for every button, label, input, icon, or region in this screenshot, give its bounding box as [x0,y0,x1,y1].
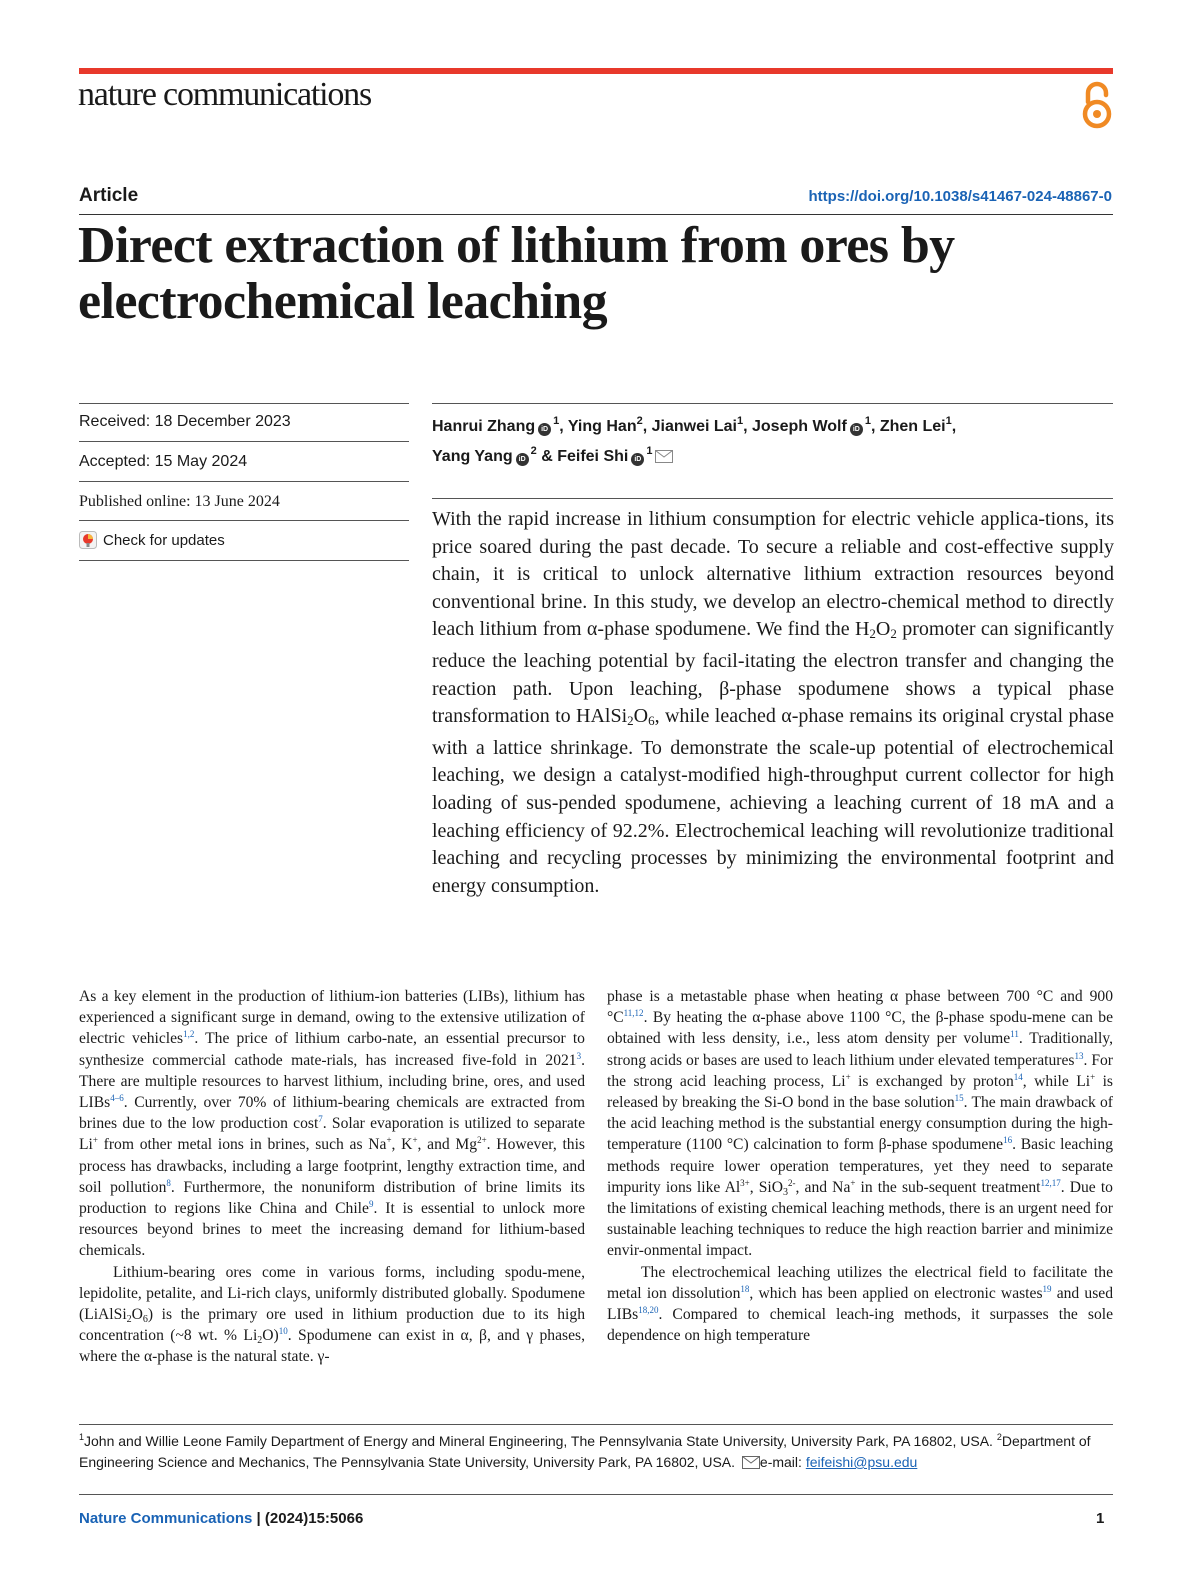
divider [79,441,409,442]
body-text: O [131,1306,143,1324]
body-text: . Currently, over 70% of lithium-bearing chemicals are extracted from brines due to the low production cost [79,1094,585,1133]
body-text: . The main drawback of the acid leaching method is the substantial energy consumption during the high-temperature (1100 °C) calcination to form β-phase spodumene [607,1094,1113,1154]
published-date: Published online: 13 June 2024 [79,493,280,510]
affiliations [79,1431,1119,1473]
superscript: + [850,1177,856,1188]
subscript: 2 [126,1314,132,1326]
citation-ref[interactable]: 7 [318,1114,323,1125]
header-accent-bar [79,68,1113,74]
body-text: . Furthermore, the nonuniform distribution of brine limits its production to regions like China and Chile [79,1178,585,1218]
body-paragraph [607,1262,1113,1347]
body-text: . There are multiple resources to harvest lithium, including brine, ores, and used LIBs [79,1051,585,1112]
citation-ref[interactable]: 8 [166,1177,171,1188]
abstract-text: With the rapid increase in lithium consumption for electric vehicle applica-tions, its price soared during the past decade. To secure a reliable and cost-effective supply chain, it is critical to unlock alternative lithium extraction resources beyond conventional brine. In this study, we develop an electro-chemical method to directly leach lithium from α-phase spodumene. We find the [432,508,1114,641]
affiliation-marker: 2 [530,445,537,457]
body-text: O) [262,1327,279,1345]
body-text: phase is a metastable phase when heating α phase between 700 °C and 900 °C [607,988,1113,1027]
email-label: e-mail: [759,1454,806,1470]
subscript: 6 [142,1314,148,1326]
mail-icon [742,1456,760,1469]
article-type: Article [79,185,139,206]
citation-ref[interactable]: 18 [740,1283,750,1294]
citation-ref[interactable]: 14 [1013,1071,1023,1082]
body-text: . Spodumene can exist in α, β, and γ phases, where the α-phase is the natural state. γ- [79,1327,585,1366]
citation-ref[interactable]: 9 [368,1199,374,1210]
body-text: . Solar evaporation is utilized to separate Li [79,1115,586,1154]
citation-ref[interactable]: 11,12 [623,1008,644,1019]
affiliation-marker: 2 [636,415,643,427]
affiliation-marker: 1 [945,415,952,427]
citation-ref[interactable]: 1,2 [183,1029,195,1040]
citation-ref[interactable]: 3 [576,1050,582,1061]
open-access-icon [1080,80,1114,130]
footer-volume: | (2024)15:5066 [252,1510,364,1527]
orcid-icon[interactable]: iD [631,453,644,466]
body-text: ) is the primary ore used in lithium production due to its high concentration (~8 wt. % Li [79,1306,585,1345]
divider [79,214,1113,215]
superscript: 3+ [740,1177,750,1188]
affiliation-text: John and Willie Leone Family Department of Energy and Mineral Engineering, The Pennsylvania State University, University Park, PA 16802, USA. [84,1433,997,1449]
body-text: . However, this process has drawbacks, including a large footprint, lengthy extraction time, and soil pollution [79,1136,586,1196]
citation-ref[interactable]: 10 [278,1326,288,1337]
divider [79,403,409,404]
body-text: . Compared to chemical leach-ing methods, it surpasses the sole dependence on high temperature [607,1306,1113,1345]
affiliation-marker: 1 [646,445,653,457]
check-updates-icon [79,531,97,549]
email-link[interactable]: feifeishi@psu.edu [805,1454,918,1470]
citation-ref[interactable]: 18,20 [638,1305,659,1316]
body-text: is exchanged by proton [850,1072,1014,1090]
affiliation-marker: 1 [79,1432,85,1442]
abstract-text: , while leached α-phase remains its original crystal phase with a lattice shrinkage. To demonstrate the scale-up potential of electrochemical leaching, we design a catalyst-modified high-throughput current collector for high loading of sus-pended spodumene, achieving a leaching current of 18 mA and a leaching efficiency of 92.2%. Electrochemical leaching will revolutionize traditional leaching and recycling processes by minimizing the environmental footprint and energy consumption. [432,705,1114,897]
citation-ref[interactable]: 4–6 [110,1093,124,1104]
superscript: + [1090,1071,1096,1082]
body-text: , and Na [795,1178,851,1196]
author-separator: , [642,418,652,435]
body-text: . It is essential to unlock more resources beyond brines to meet the increasing demand for lithium-based chemicals. [79,1200,585,1260]
formula-subscript: 2 [869,626,876,642]
divider [432,498,1113,499]
received-date: Received: 18 December 2023 [79,413,291,430]
divider [79,520,409,521]
formula-text: HAlSi [576,705,628,728]
divider [79,1494,1113,1495]
author-name[interactable]: Hanrui Zhang [432,418,536,435]
citation-ref[interactable]: 16 [1003,1135,1013,1146]
author-name[interactable]: Zhen Lei [879,418,946,435]
superscript: + [386,1135,392,1146]
body-paragraph [79,1262,585,1368]
divider [79,481,409,482]
author-name[interactable]: Yang Yang [432,448,513,465]
author-separator: , [559,418,568,435]
formula-subscript: 2 [890,626,897,642]
formula-text: H [854,618,870,641]
superscript: + [845,1071,851,1082]
body-text: The electrochemical leaching utilizes the electrical field to facilitate the metal ion dissolution [607,1263,1113,1302]
body-text: . For the strong acid leaching process, Li [607,1051,1113,1090]
body-text: , and Mg [417,1136,478,1154]
body-text: . The price of lithium carbo-nate, an essential precursor to synthesize commercial cathode mate-rials, has increased five-fold in 2021 [79,1030,585,1069]
superscript: 2+ [477,1135,487,1146]
orcid-icon[interactable]: iD [538,423,551,436]
body-column-left [79,986,585,1368]
abstract-text: promoter can significantly reduce the leaching potential by facil-itating the electron transfer and changing the reaction path. Upon leaching, β-phase spodumene shows a typical phase transformation to [432,618,1115,728]
affiliation-text: Department of Engineering Science and Mechanics, The Pennsylvania State University, University Park, PA 16802, USA. [79,1433,1091,1470]
doi-link[interactable]: https://doi.org/10.1038/s41467-024-48867-0 [808,188,1112,205]
affiliation-marker: 1 [864,415,871,427]
body-text: As a key element in the production of lithium-ion batteries (LIBs), lithium has experienced a significant surge in demand, owing to the extensive utilization of electric vehicles [79,988,585,1048]
body-text: and used LIBs [607,1284,1113,1324]
formula-text: O [875,618,891,641]
affiliation-marker: 1 [736,415,744,427]
author-separator: , [743,418,752,435]
author-name[interactable]: Joseph Wolf [752,418,847,435]
body-text: . Due to the limitations of existing chemical leaching methods, there is an urgent need for sustainable leaching techniques to reduce the high reaction barrier and minimize envir-onmental impact. [607,1178,1113,1260]
check-for-updates-button[interactable] [79,531,225,549]
formula-subscript: 6 [648,713,655,729]
body-text: , while Li [1022,1072,1091,1090]
body-text: is released by breaking the Si-O bond in the base solution [607,1072,1113,1112]
citation-ref[interactable]: 13 [1074,1050,1084,1061]
body-text: . Basic leaching methods require lower operation temperatures, yet they need to separate impurity ions like Al [607,1136,1113,1196]
journal-name: nature communications [78,76,371,113]
accepted-date: Accepted: 15 May 2024 [79,453,248,470]
body-text: from other metal ions in brines, such as Na [97,1136,387,1154]
superscript: + [92,1135,98,1146]
author-name[interactable]: Feifei Shi [557,448,629,465]
citation-ref[interactable]: 15 [954,1093,964,1104]
body-text: . Traditionally, strong acids or bases are used to leach lithium under elevated temperatures [607,1030,1114,1069]
body-column-right [607,986,1113,1346]
body-paragraph [79,986,585,1262]
footer-citation [79,1510,363,1527]
body-text: , K [391,1136,413,1154]
author-name[interactable]: Ying Han [567,418,637,435]
body-text: , which has been applied on electronic wastes [749,1284,1043,1302]
citation-ref[interactable]: 11 [1010,1029,1019,1040]
author-separator: , [870,418,880,435]
page-number: 1 [1096,1510,1105,1527]
author-separator: & [536,448,558,465]
body-text: , SiO [749,1178,784,1196]
author-name[interactable]: Jianwei Lai [651,418,737,435]
divider [79,560,409,561]
subscript: 2 [257,1335,263,1347]
footer-journal-name: Nature Communications [79,1510,253,1527]
orcid-icon[interactable]: iD [850,423,863,436]
article-title: Direct extraction of lithium from ores by electrochemical leaching [78,217,955,330]
divider [432,403,1113,404]
affiliation-marker: 1 [553,415,560,427]
body-paragraph [607,986,1113,1262]
mail-icon[interactable] [655,450,673,463]
citation-ref[interactable]: 12,17 [1040,1177,1061,1188]
author-separator: , [951,418,957,435]
orcid-icon[interactable]: iD [516,453,529,466]
body-text: . By heating the α-phase above 1100 °C, the β-phase spodu-mene can be obtained with less density, i.e., less atom density per volume [607,1009,1113,1048]
formula-text: O [633,705,649,728]
body-text: in the sub-sequent treatment [855,1178,1041,1196]
subscript: 3 [783,1186,789,1198]
formula-subscript: 2 [627,713,634,729]
body-text: Lithium-bearing ores come in various forms, including spodu-mene, lepidolite, petalite, and Li-rich clays, uniformly distributed globally. Spodumene (LiAlSi [79,1263,585,1324]
superscript: 2- [788,1177,796,1188]
author-list [432,409,1122,469]
superscript: + [412,1135,418,1146]
affiliation-marker: 2 [996,1432,1002,1442]
check-updates-label: Check for updates [103,531,225,549]
citation-ref[interactable]: 19 [1042,1283,1052,1294]
abstract [432,506,1114,900]
divider [79,1424,1113,1425]
